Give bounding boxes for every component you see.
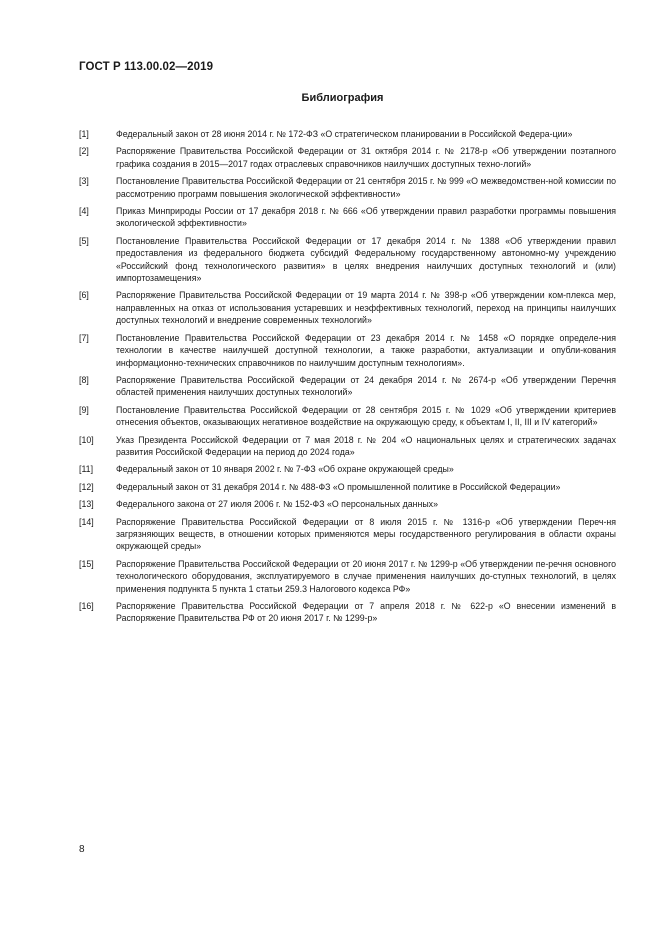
bibliography-entry (79, 145, 616, 170)
entry-text: Федеральный закон от 31 декабря 2014 г. № 488-ФЗ «О промышленной политике в Российской Федерации» (116, 481, 561, 492)
entry-number: [13] (79, 499, 94, 510)
page-number: 8 (79, 844, 85, 855)
entry-text: Постановление Правительства Российской Федерации от 23 декабря 2014 г. № 1458 «О порядке определе-ния технологии в качестве наилучшей доступной технологии, а также разработки, актуализации и опубли-кования информационно-технических справочников по наилучшим доступным технологиям». (116, 332, 616, 368)
section-title: Библиография (301, 92, 384, 104)
bibliography-entry (79, 289, 616, 326)
bibliography-entry (79, 434, 616, 459)
entry-number: [7] (79, 332, 89, 343)
bibliography-entry (79, 516, 616, 553)
entry-text: Распоряжение Правительства Российской Федерации от 24 декабря 2014 г. № 2674-р «Об утверждении Перечня областей применения наилучших доступных технологий» (116, 374, 616, 398)
entry-number: [14] (79, 516, 94, 527)
entry-text: Постановление Правительства Российской Федерации от 17 декабря 2014 г. № 1388 «Об утверждении правил предоставления из федерального бюджета субсидий Федеральному государственному автономно-му учреждению «Российский фонд технологического развития» в целях внедрения наилучших доступных технологий и (или) импортозамещения» (116, 235, 616, 284)
entry-number: [16] (79, 601, 94, 611)
entry-text: Распоряжение Правительства Российской Федерации от 19 марта 2014 г. № 398-р «Об утверждении ком-плекса мер, направленных на отказ от использования устаревших и неэффективных технологий, переход на принципы наилучших доступных технологий и внедрение современных технологий» (116, 290, 616, 326)
entry-number: [10] (79, 434, 94, 445)
bibliography-entry (79, 205, 616, 230)
bibliography-entry (79, 374, 616, 399)
bibliography-entry (79, 128, 616, 140)
entry-number: [9] (79, 404, 89, 415)
bibliography-entry (79, 558, 616, 595)
entry-text: Распоряжение Правительства Российской Федерации от 7 апреля 2018 г. № 622-р «О внесении изменений в Распоряжение Правительства РФ от 20 июня 2017 г. № 1299-р» (116, 601, 616, 624)
entry-number: [5] (79, 235, 89, 246)
bibliography-entry (79, 235, 616, 285)
bibliography-entry (79, 481, 616, 493)
document-code: ГОСТ Р 113.00.02—2019 (79, 61, 214, 73)
bibliography-entry (79, 332, 616, 369)
entry-number: [6] (79, 290, 89, 301)
entry-number: [12] (79, 481, 94, 492)
entry-number: [8] (79, 374, 89, 385)
entry-text: Указ Президента Российской Федерации от 7 мая 2018 г. № 204 «О национальных целях и стратегических задачах развития Российской Федерации на период до 2024 года» (116, 434, 616, 457)
entry-text: Приказ Минприроды России от 17 декабря 2018 г. № 666 «Об утверждении правил разработки программы повышения экологической эффективности» (116, 206, 616, 229)
entry-text: Федерального закона от 27 июля 2006 г. № 152-ФЗ «О персональных данных» (116, 499, 438, 510)
entry-number: [11] (79, 464, 94, 475)
bibliography-entry (79, 175, 616, 200)
entry-number: [2] (79, 146, 89, 157)
bibliography-entry (79, 498, 616, 510)
bibliography-entry (79, 463, 616, 475)
entry-number: [1] (79, 129, 89, 139)
entry-number: [4] (79, 206, 89, 217)
bibliography-list (79, 128, 616, 630)
entry-text: Федеральный закон от 28 июня 2014 г. № 172-ФЗ «О стратегическом планировании в Российской Федера-ции» (116, 129, 573, 139)
entry-text: Постановление Правительства Российской Федерации от 28 сентября 2015 г. № 1029 «Об утверждении критериев отнесения объектов, оказывающих негативное воздействие на окружающую среду, к объектам I, II, III и IV категорий» (116, 404, 616, 428)
entry-text: Распоряжение Правительства Российской Федерации от 31 октября 2014 г. № 2178-р «Об утверждении поэтапного графика создания в 2015—2017 годах отраслевых справочников наилучших доступных техно-логий» (116, 146, 616, 169)
entry-text: Федеральный закон от 10 января 2002 г. № 7-ФЗ «Об охране окружающей среды» (116, 464, 454, 475)
bibliography-entry (79, 600, 616, 625)
entry-text: Распоряжение Правительства Российской Федерации от 8 июля 2015 г. № 1316-р «Об утверждении Переч-ня загрязняющих веществ, в отношении которых применяются меры государственного регулирования в области охраны окружающей среды» (116, 516, 616, 552)
entry-text: Постановление Правительства Российской Федерации от 21 сентября 2015 г. № 999 «О межведомствен-ной комиссии по рассмотрению программ повышения экологической эффективности» (116, 176, 616, 199)
entry-number: [3] (79, 176, 89, 187)
bibliography-entry (79, 404, 616, 429)
entry-text: Распоряжение Правительства Российской Федерации от 20 июня 2017 г. № 1299-р «Об утверждении пе-речня основного технологического оборудования, эксплуатируемого в случае применения наилучших до-ступных технологий, в целях применения подпункта 5 пункта 1 статьи 259.3 Налогового кодекса РФ» (116, 558, 616, 594)
entry-number: [15] (79, 558, 94, 569)
